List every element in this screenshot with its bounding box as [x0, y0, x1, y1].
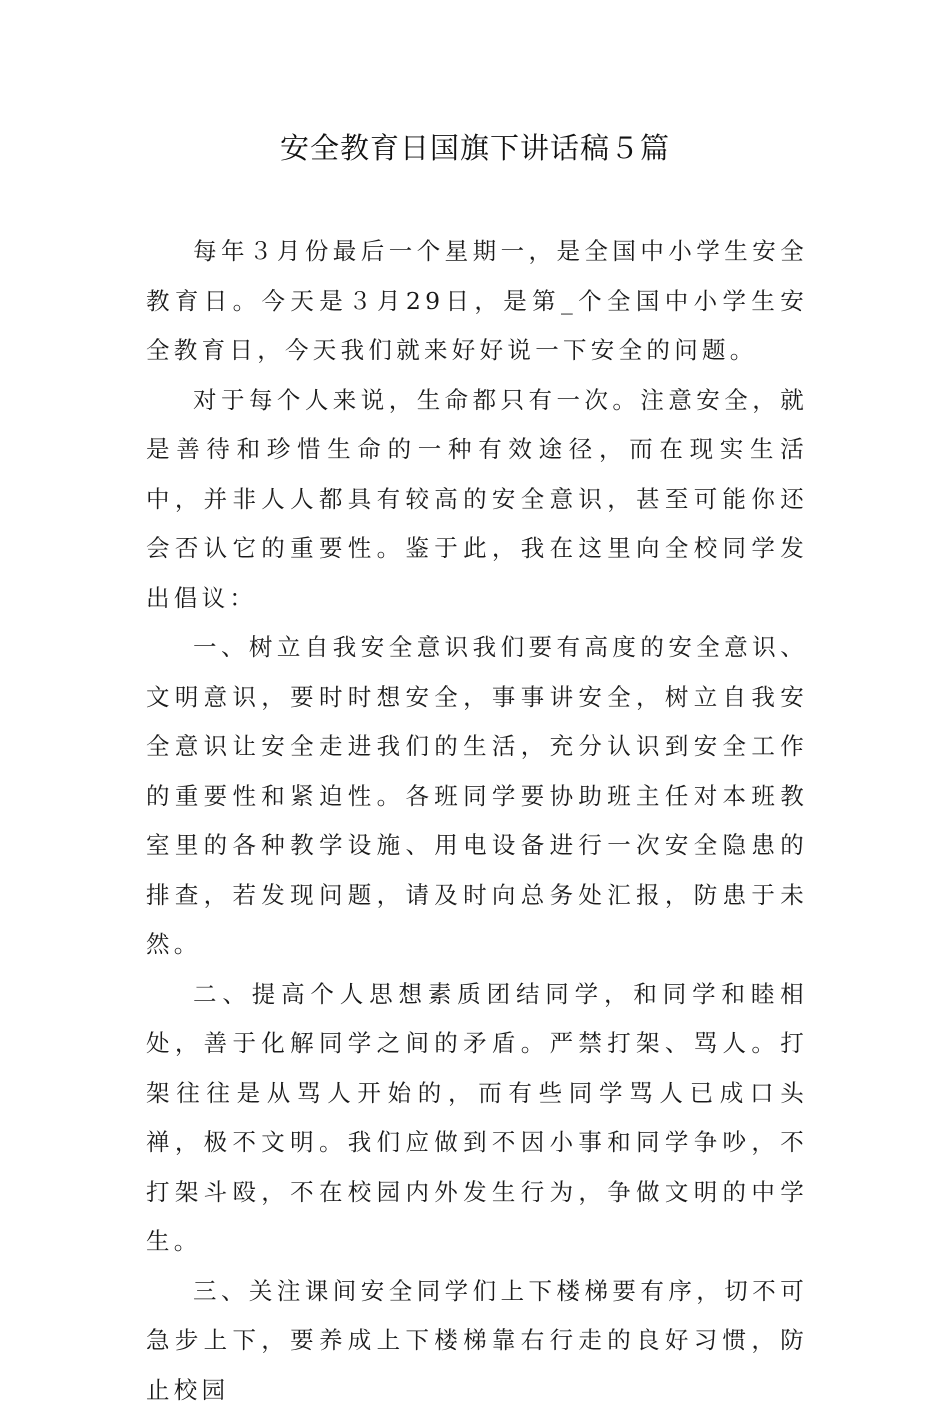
document-body	[146, 227, 808, 1415]
paragraph-intro: 每年３月份最后一个星期一，是全国中小学生安全教育日。今天是３月29日，是第_个全国中小学生安全教育日，今天我们就来好好说一下安全的问题。	[146, 227, 808, 376]
paragraph-point-one: 一、树立自我安全意识我们要有高度的安全意识、文明意识，要时时想安全，事事讲安全，树立自我安全意识让安全走进我们的生活，充分认识到安全工作的重要性和紧迫性。各班同学要协助班主任对本班教室里的各种教学设施、用电设备进行一次安全隐患的排查，若发现问题，请及时向总务处汇报，防患于未然。	[146, 623, 808, 970]
document-title: 安全教育日国旗下讲话稿５篇	[0, 128, 950, 168]
paragraph-point-three: 三、关注课间安全同学们上下楼梯要有序，切不可急步上下，要养成上下楼梯靠右行走的良好习惯，防止校园	[146, 1267, 808, 1415]
paragraph-initiative: 对于每个人来说，生命都只有一次。注意安全，就是善待和珍惜生命的一种有效途径，而在现实生活中，并非人人都具有较高的安全意识，甚至可能你还会否认它的重要性。鉴于此，我在这里向全校同学发出倡议：	[146, 376, 808, 624]
paragraph-point-two: 二、提高个人思想素质团结同学，和同学和睦相处，善于化解同学之间的矛盾。严禁打架、骂人。打架往往是从骂人开始的，而有些同学骂人已成口头禅，极不文明。我们应做到不因小事和同学争吵，不打架斗殴，不在校园内外发生行为，争做文明的中学生。	[146, 970, 808, 1267]
